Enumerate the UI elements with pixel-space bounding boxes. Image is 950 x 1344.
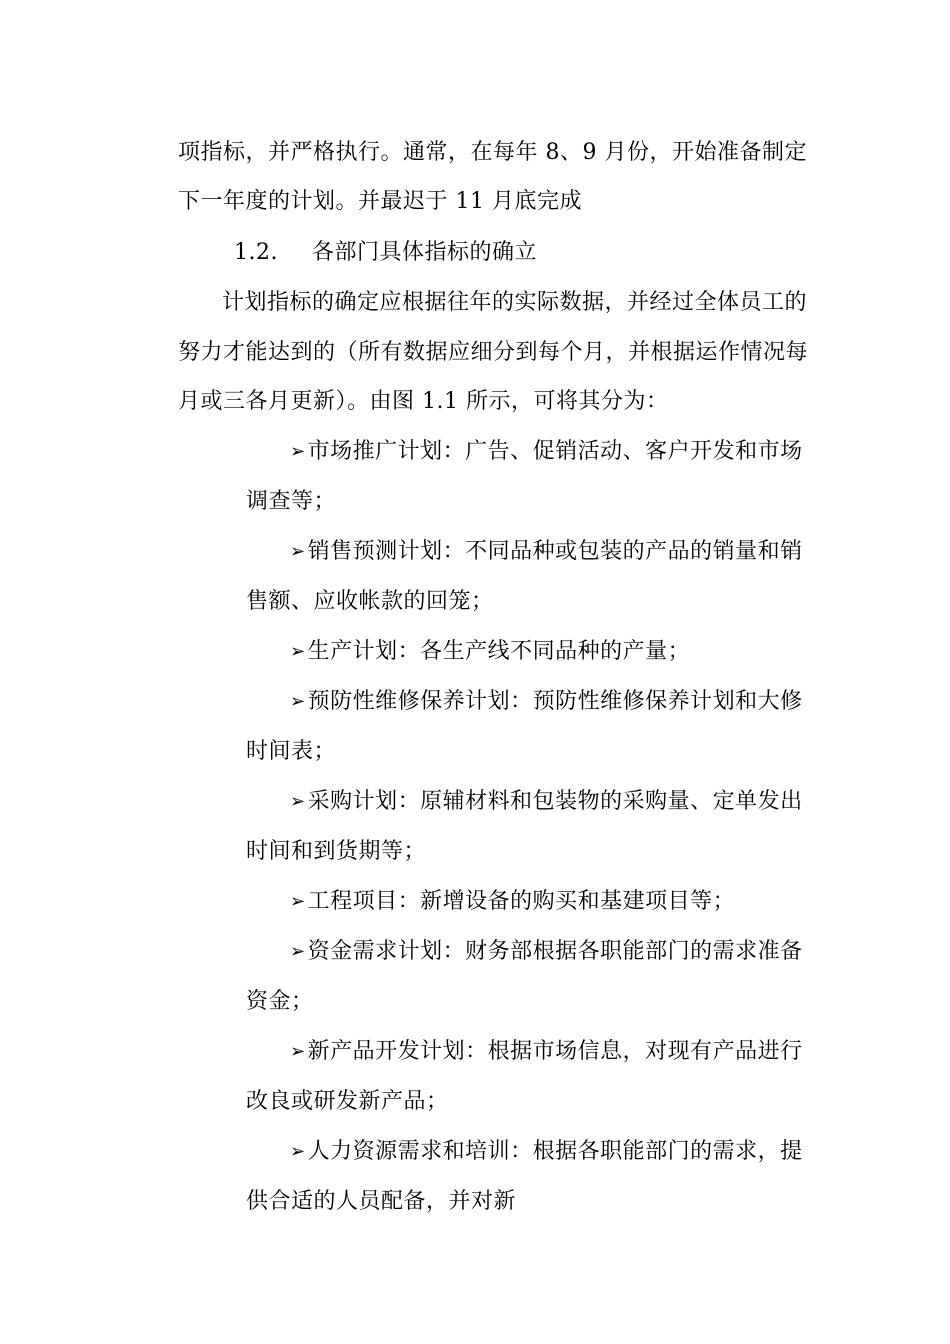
paragraph-2-line-1: 计划指标的确定应根据往年的实际数据，并经过全体员工的 bbox=[222, 290, 808, 315]
arrow-bullet-icon: ➢ bbox=[290, 891, 306, 912]
bullet-text: 人力资源需求和培训：根据各职能部门的需求，提 bbox=[307, 1139, 803, 1164]
paragraph-2-line-3: 月或三各月更新）。由图 1.1 所示，可将其分为： bbox=[178, 389, 669, 414]
arrow-bullet-icon: ➢ bbox=[290, 941, 306, 962]
arrow-bullet-icon: ➢ bbox=[290, 541, 306, 562]
bullet-item bbox=[290, 1037, 803, 1067]
bullet-continuation: 时间和到货期等； bbox=[246, 839, 427, 864]
bullet-continuation: 资金； bbox=[246, 989, 314, 1014]
section-heading bbox=[234, 238, 537, 268]
bullet-item bbox=[290, 787, 803, 817]
bullet-text: 工程项目：新增设备的购买和基建项目等； bbox=[307, 889, 736, 914]
arrow-bullet-icon: ➢ bbox=[290, 441, 306, 462]
arrow-bullet-icon: ➢ bbox=[290, 791, 306, 812]
arrow-bullet-icon: ➢ bbox=[290, 1141, 306, 1162]
bullet-text: 销售预测计划：不同品种或包装的产品的销量和销 bbox=[307, 539, 803, 564]
bullet-item bbox=[290, 687, 803, 717]
bullet-continuation: 调查等； bbox=[246, 489, 337, 514]
arrow-bullet-icon: ➢ bbox=[290, 641, 306, 662]
bullet-text: 采购计划：原辅材料和包装物的采购量、定单发出 bbox=[307, 789, 803, 814]
bullet-text: 市场推广计划：广告、促销活动、客户开发和市场 bbox=[307, 439, 803, 464]
bullet-item bbox=[290, 637, 690, 667]
arrow-bullet-icon: ➢ bbox=[290, 1041, 306, 1062]
arrow-bullet-icon: ➢ bbox=[290, 691, 306, 712]
section-number: 1.2. bbox=[234, 240, 278, 265]
bullet-text: 新产品开发计划：根据市场信息，对现有产品进行 bbox=[307, 1039, 803, 1064]
bullet-text: 资金需求计划：财务部根据各职能部门的需求准备 bbox=[307, 939, 803, 964]
bullet-item bbox=[290, 937, 803, 967]
bullet-item bbox=[290, 887, 735, 917]
bullet-item bbox=[290, 437, 803, 467]
bullet-item bbox=[290, 537, 803, 567]
bullet-continuation: 改良或研发新产品； bbox=[246, 1089, 449, 1114]
bullet-continuation: 供合适的人员配备，并对新 bbox=[246, 1189, 517, 1214]
paragraph-1-line-1: 项指标，并严格执行。通常，在每年 8、9 月份，开始准备制定 bbox=[178, 140, 807, 165]
bullet-text: 生产计划：各生产线不同品种的产量； bbox=[307, 639, 691, 664]
section-title: 各部门具体指标的确立 bbox=[312, 240, 538, 265]
bullet-text: 预防性维修保养计划：预防性维修保养计划和大修 bbox=[307, 689, 803, 714]
bullet-continuation: 售额、应收帐款的回笼； bbox=[246, 589, 494, 614]
bullet-item bbox=[290, 1137, 803, 1167]
bullet-continuation: 时间表； bbox=[246, 739, 337, 764]
paragraph-2-line-2: 努力才能达到的（所有数据应细分到每个月，并根据运作情况每 bbox=[178, 340, 809, 365]
paragraph-1-line-2: 下一年度的计划。并最迟于 11 月底完成 bbox=[178, 189, 582, 214]
